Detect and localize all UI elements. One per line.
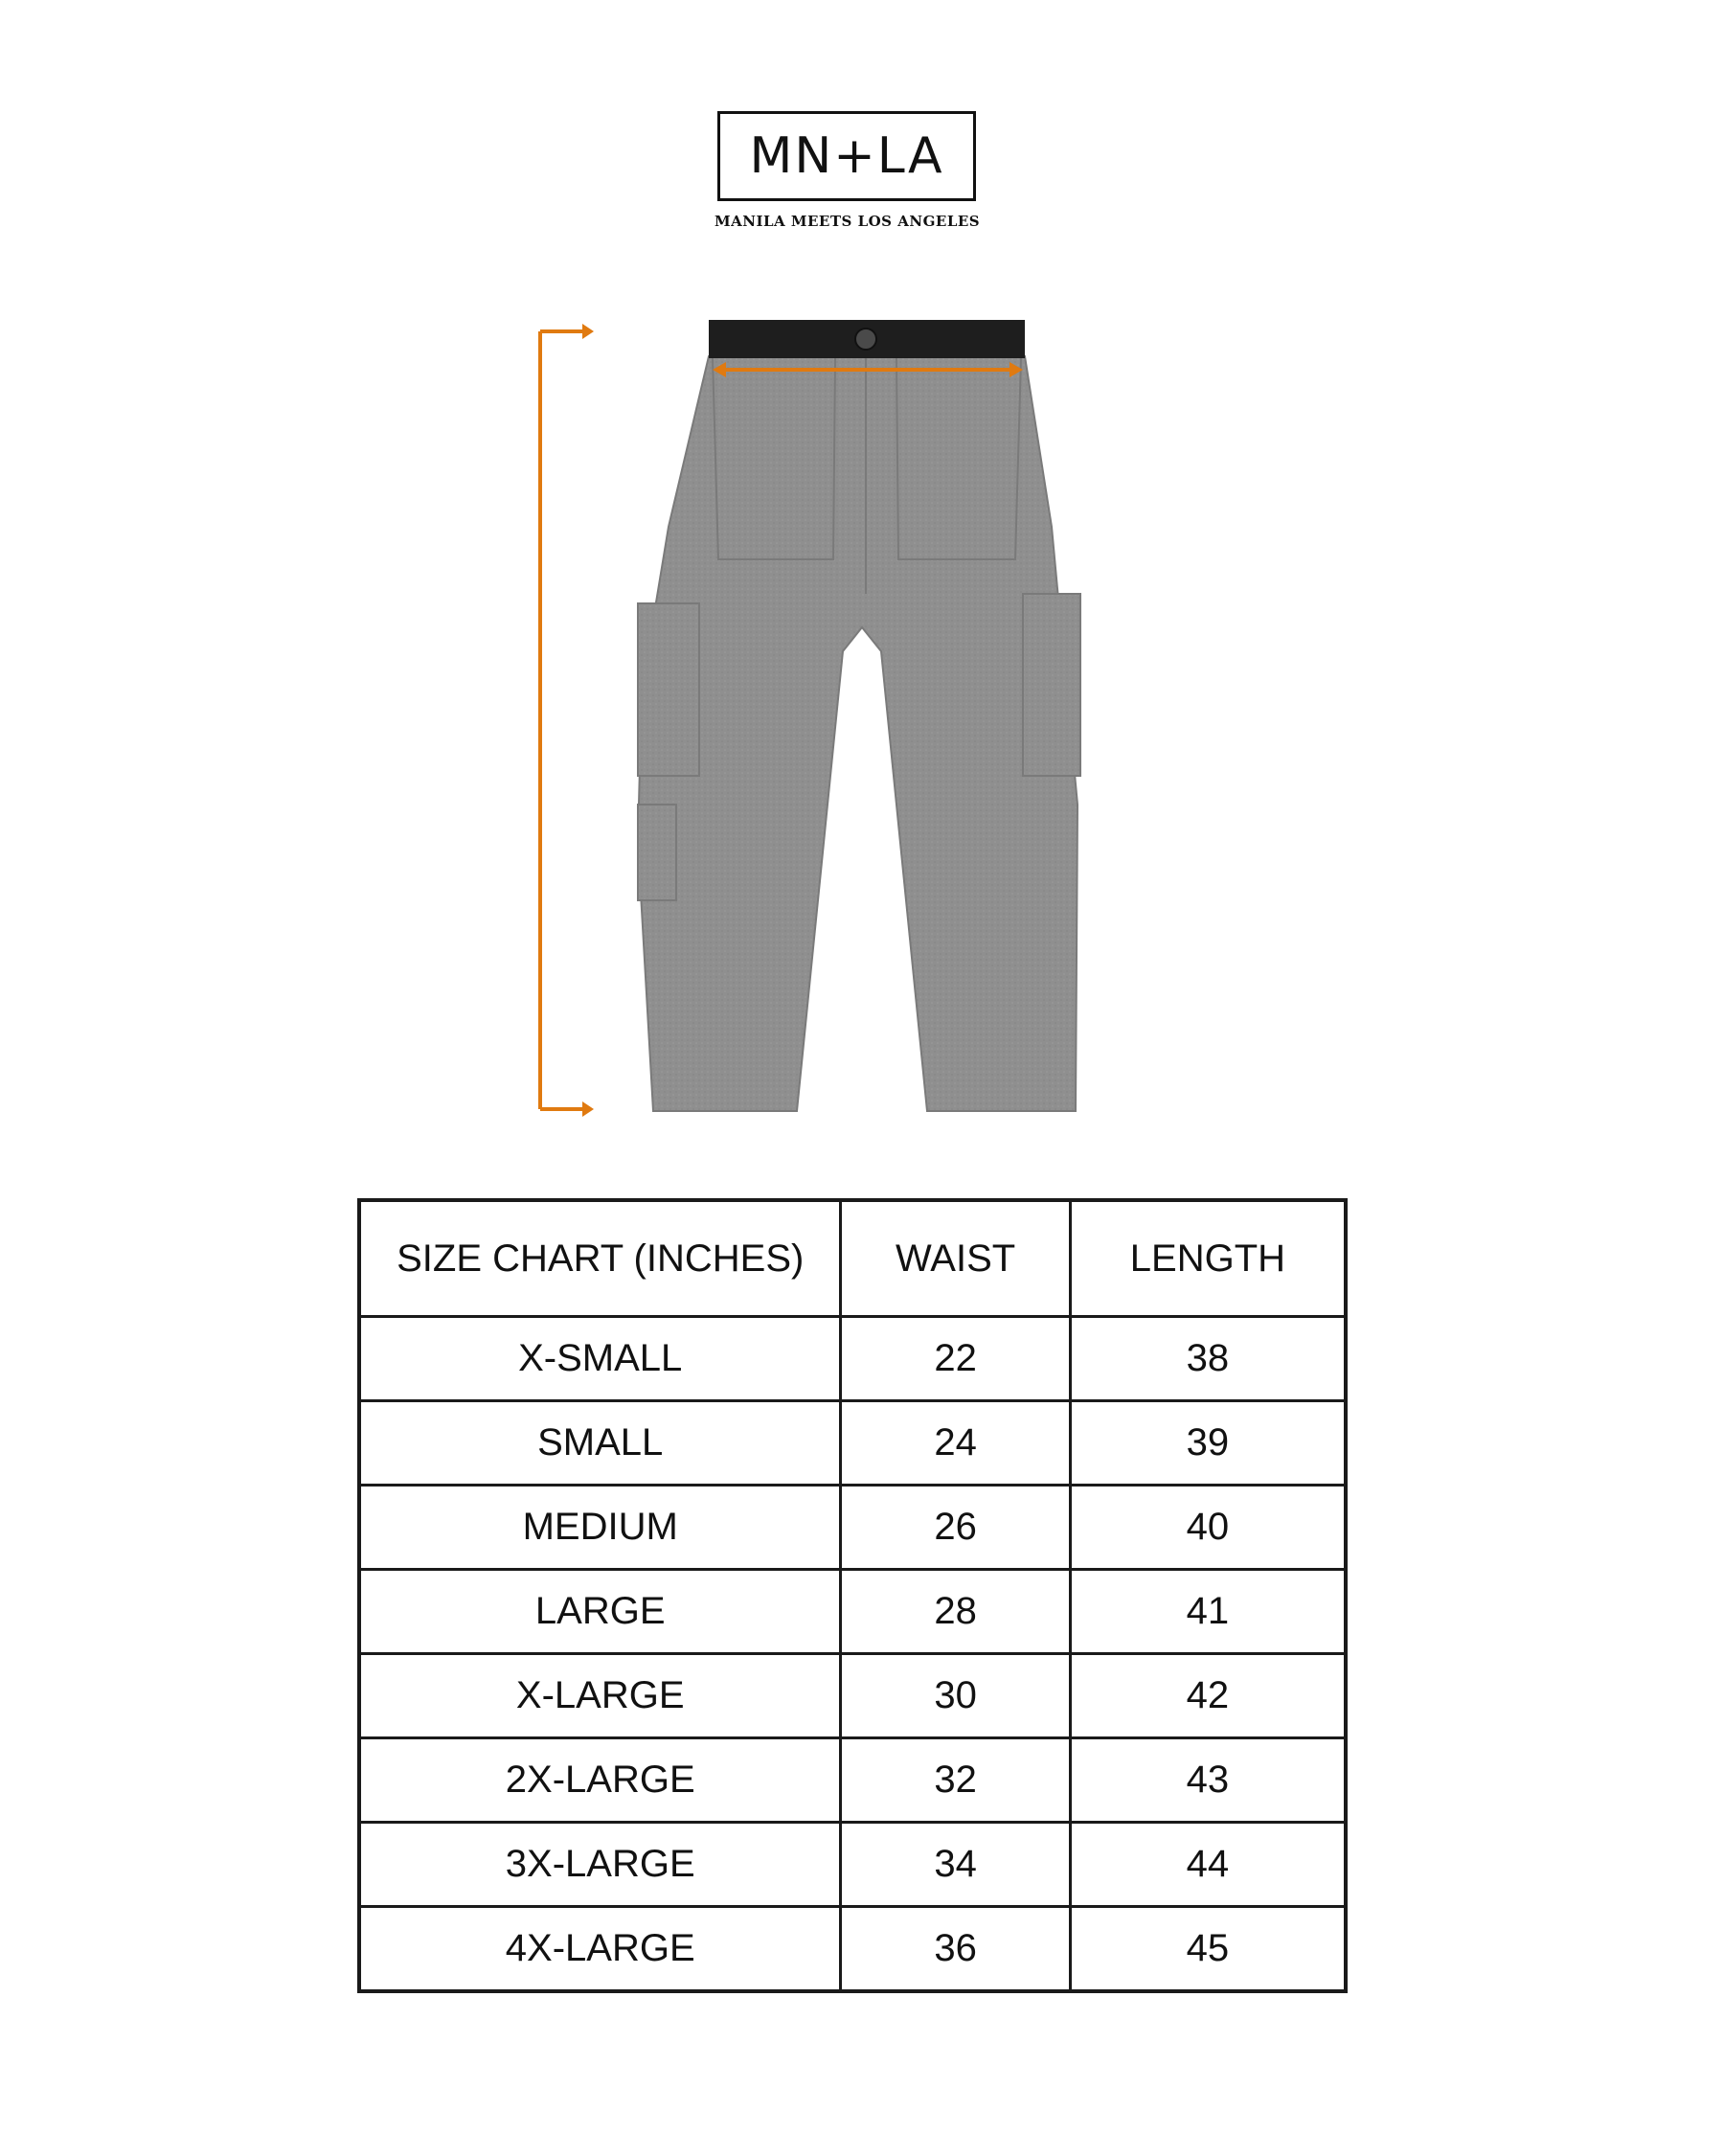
size-chart-table (357, 1198, 1348, 1993)
length-cell: 38 (1070, 1317, 1346, 1401)
length-cell: 40 (1070, 1486, 1346, 1570)
brand-logo (715, 111, 979, 230)
table-row (359, 1401, 1346, 1486)
length-cell: 44 (1070, 1823, 1346, 1907)
table-row (359, 1486, 1346, 1570)
waist-cell: 26 (841, 1486, 1070, 1570)
length-cell: 42 (1070, 1654, 1346, 1738)
waist-cell: 30 (841, 1654, 1070, 1738)
waist-cell: 32 (841, 1738, 1070, 1823)
waist-cell: 28 (841, 1570, 1070, 1654)
length-cell: 45 (1070, 1907, 1346, 1992)
length-cell: 41 (1070, 1570, 1346, 1654)
size-cell: SMALL (359, 1401, 841, 1486)
length-cell: 43 (1070, 1738, 1346, 1823)
header-waist: WAIST (841, 1200, 1070, 1317)
waist-cell: 34 (841, 1823, 1070, 1907)
size-cell: X-LARGE (359, 1654, 841, 1738)
table-row (359, 1570, 1346, 1654)
pants-body (638, 320, 1080, 1111)
header-length: LENGTH (1070, 1200, 1346, 1317)
length-cell: 39 (1070, 1401, 1346, 1486)
table-row (359, 1823, 1346, 1907)
logo-tagline: MANILA MEETS LOS ANGELES (715, 213, 981, 230)
size-chart-header-row (359, 1200, 1346, 1317)
table-row (359, 1907, 1346, 1992)
size-cell: 2X-LARGE (359, 1738, 841, 1823)
size-cell: X-SMALL (359, 1317, 841, 1401)
waist-cell: 36 (841, 1907, 1070, 1992)
size-cell: MEDIUM (359, 1486, 841, 1570)
length-measure-arrow (540, 324, 594, 1117)
logo-text: MN+LA (749, 127, 944, 185)
pants-illustration (517, 306, 1188, 1130)
size-cell: 4X-LARGE (359, 1907, 841, 1992)
table-row (359, 1654, 1346, 1738)
table-row (359, 1317, 1346, 1401)
logo-box (717, 111, 976, 201)
header-size: SIZE CHART (INCHES) (359, 1200, 841, 1317)
waist-cell: 24 (841, 1401, 1070, 1486)
table-row (359, 1738, 1346, 1823)
waist-cell: 22 (841, 1317, 1070, 1401)
size-cell: 3X-LARGE (359, 1823, 841, 1907)
size-cell: LARGE (359, 1570, 841, 1654)
